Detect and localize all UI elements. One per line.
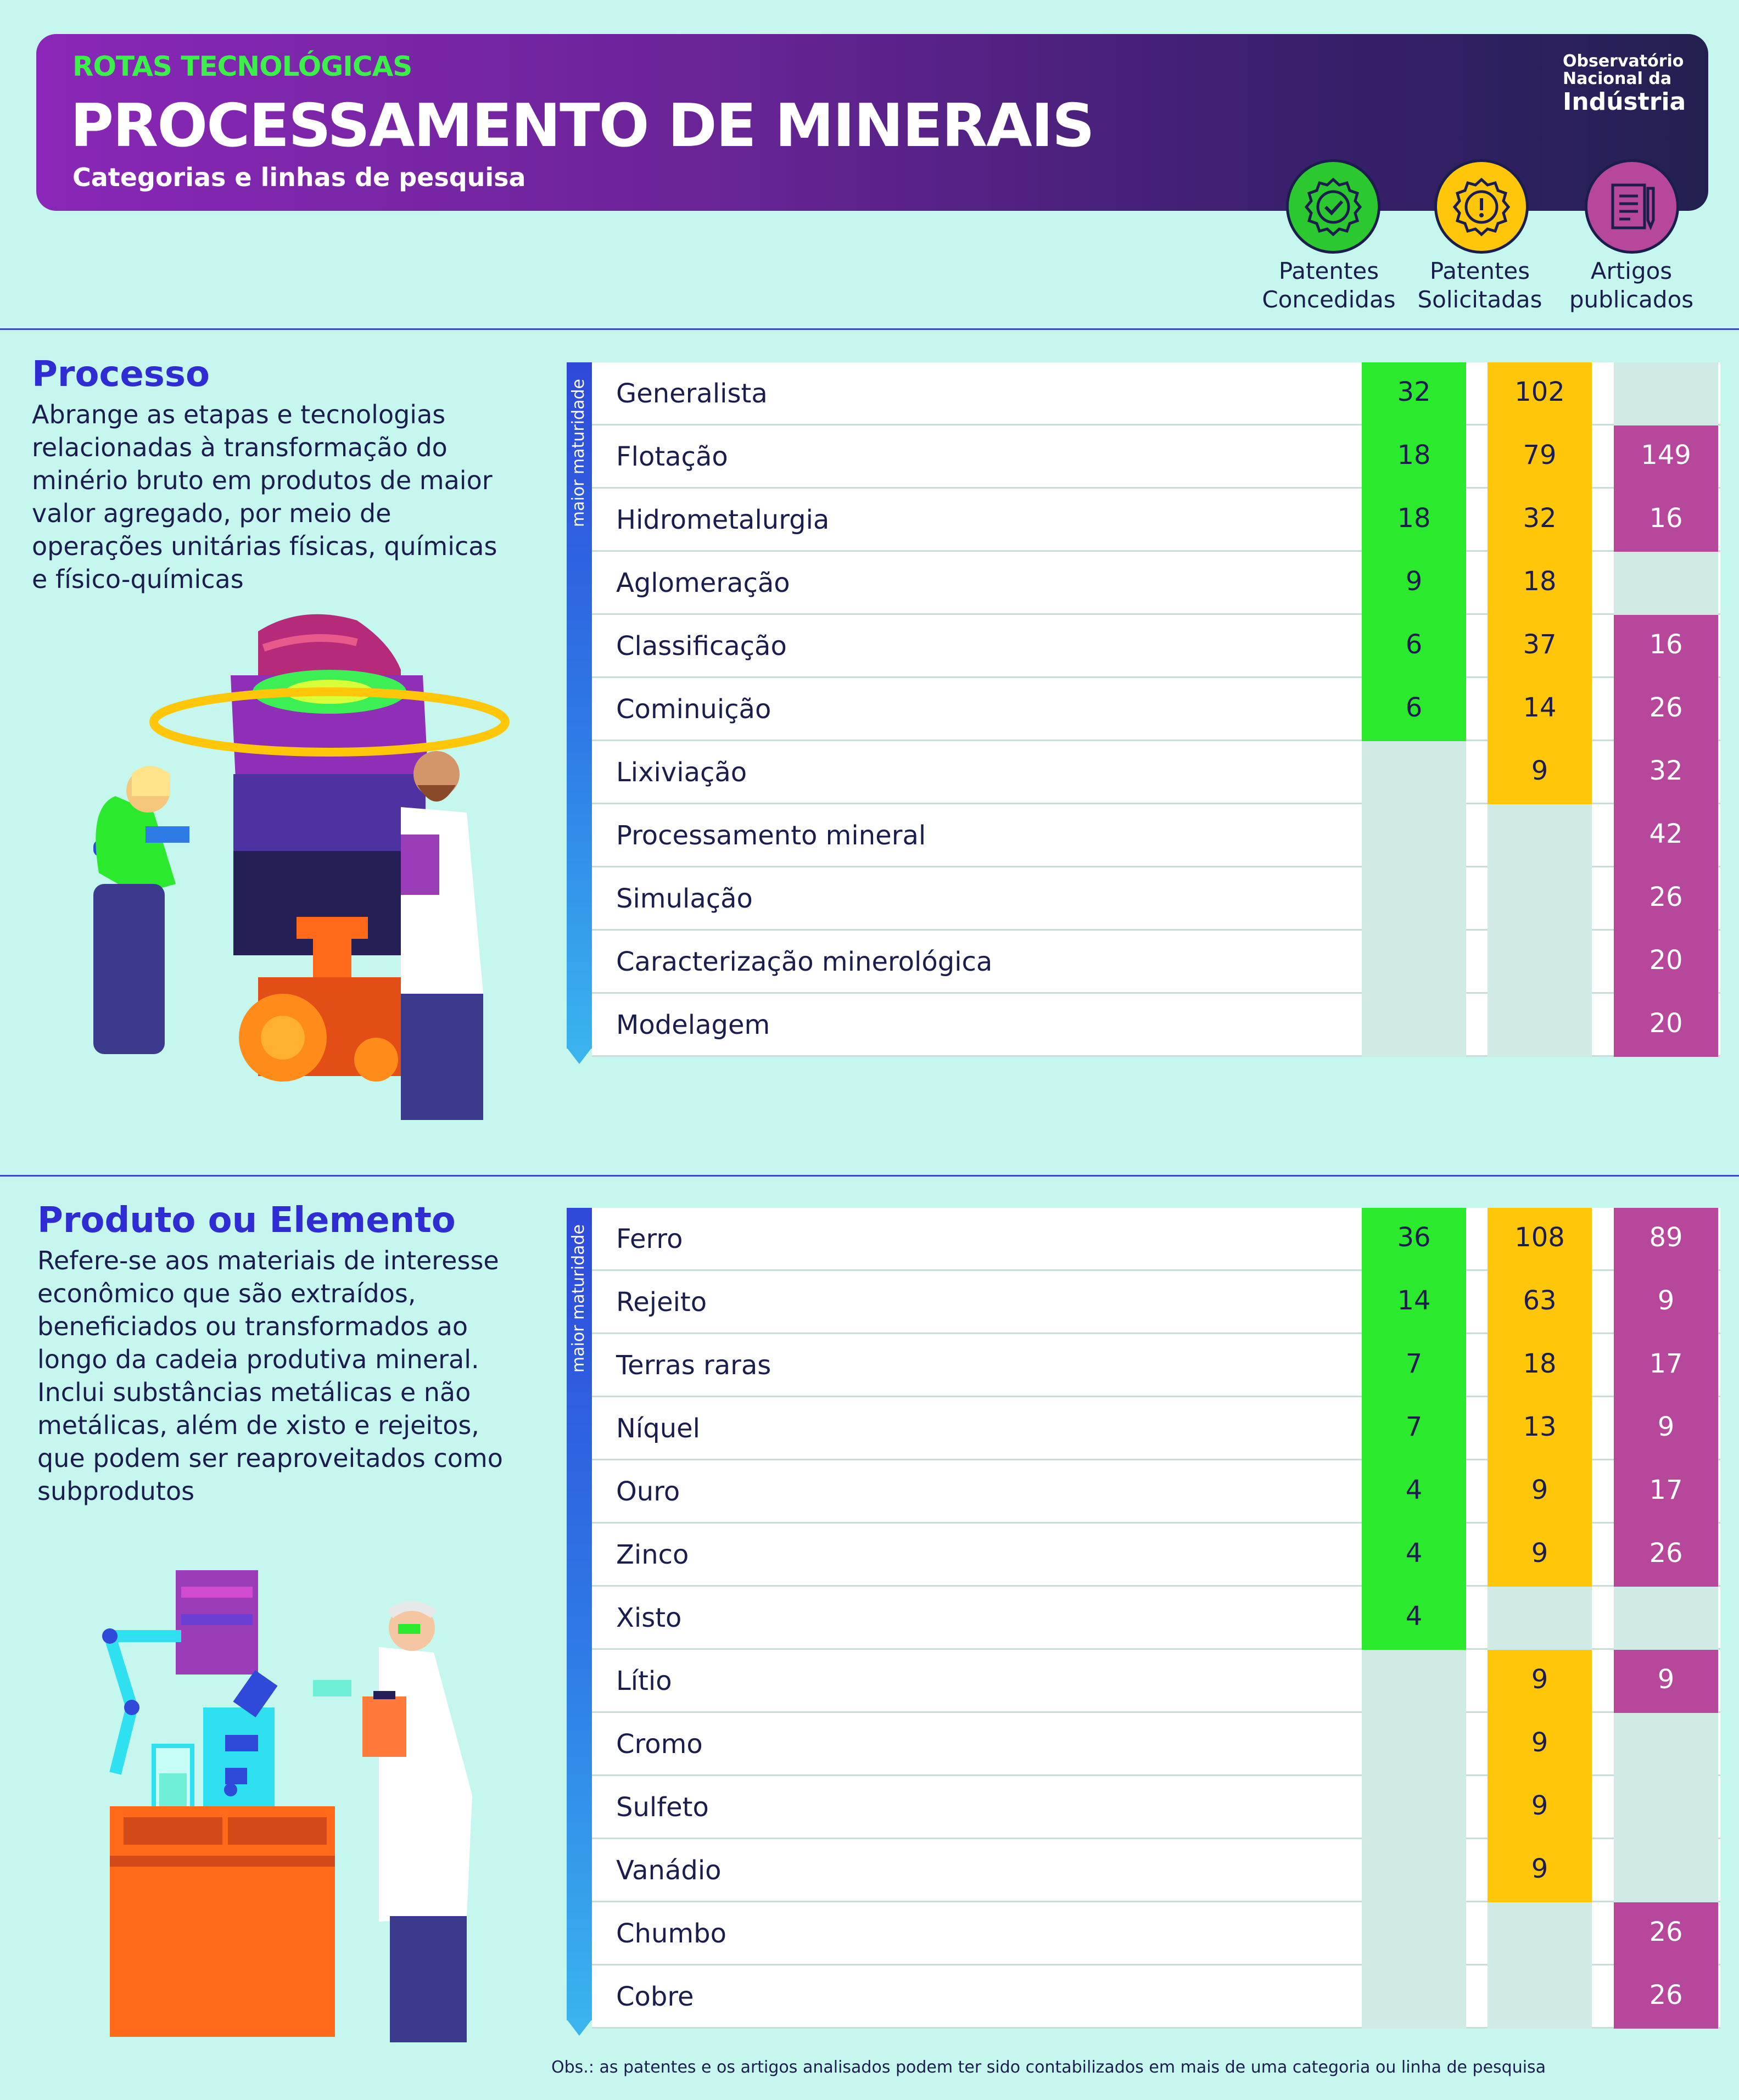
- articles-cell: 26: [1614, 1902, 1718, 1965]
- requested-cell: 13: [1488, 1397, 1592, 1460]
- footnote: Obs.: as patentes e os artigos analisados podem ter sido contabilizados em mais de uma categoria ou linha de pesquisa: [551, 2058, 1546, 2077]
- table-row: [592, 867, 1720, 931]
- granted-cell: 32: [1362, 362, 1466, 425]
- process-section-title: Processo: [32, 354, 210, 395]
- table-row: [592, 1334, 1720, 1397]
- granted-cell: [1362, 741, 1466, 804]
- requested-cell: 9: [1488, 741, 1592, 804]
- articles-cell: 16: [1614, 615, 1718, 678]
- granted-cell: 4: [1362, 1460, 1466, 1524]
- row-label: Xisto: [616, 1603, 682, 1633]
- table-row: [592, 931, 1720, 994]
- table-row: [592, 615, 1720, 678]
- table-row: [592, 1460, 1720, 1524]
- legend-requested-line1: Patentes: [1429, 257, 1530, 284]
- legend-articles-label: [1557, 257, 1706, 314]
- table-row: [592, 741, 1720, 804]
- row-label: Generalista: [616, 378, 768, 409]
- granted-cell: 6: [1362, 615, 1466, 678]
- granted-cell: [1362, 1776, 1466, 1839]
- row-label: Processamento mineral: [616, 820, 926, 851]
- table-row: [592, 1587, 1720, 1650]
- legend-granted-line2: Concedidas: [1262, 286, 1396, 313]
- process-table: [592, 362, 1720, 1057]
- table-row: [592, 1776, 1720, 1839]
- row-label: Classificação: [616, 631, 787, 662]
- row-label: Terras raras: [616, 1350, 771, 1381]
- header-kicker: ROTAS TECNOLÓGICAS: [72, 51, 412, 82]
- articles-cell: [1614, 1587, 1718, 1650]
- requested-cell: 102: [1488, 362, 1592, 425]
- requested-cell: 9: [1488, 1713, 1592, 1776]
- row-label: Lixiviação: [616, 757, 747, 788]
- requested-cell: 14: [1488, 678, 1592, 741]
- section-divider: [0, 328, 1739, 330]
- logo-line-2: Nacional da: [1563, 69, 1672, 88]
- granted-cell: 7: [1362, 1397, 1466, 1460]
- page-title: PROCESSAMENTO DE MINERAIS: [70, 92, 1094, 160]
- granted-cell: [1362, 931, 1466, 994]
- requested-cell: 9: [1488, 1524, 1592, 1587]
- articles-cell: 20: [1614, 931, 1718, 994]
- granted-cell: [1362, 994, 1466, 1057]
- row-label: Sulfeto: [616, 1792, 709, 1823]
- table-row: [592, 552, 1720, 615]
- table-row: [592, 1397, 1720, 1460]
- articles-cell: 17: [1614, 1460, 1718, 1524]
- maturity-arrowhead: [567, 1048, 592, 1064]
- row-label: Modelagem: [616, 1010, 770, 1040]
- articles-cell: 26: [1614, 1524, 1718, 1587]
- row-label: Lítio: [616, 1666, 672, 1696]
- maturity-axis-product: [567, 1208, 592, 2020]
- maturity-axis-label-2: maior maturidade: [569, 1224, 588, 1373]
- articles-cell: 32: [1614, 741, 1718, 804]
- granted-cell: 14: [1362, 1271, 1466, 1334]
- row-label: Simulação: [616, 883, 753, 914]
- table-row: [592, 1839, 1720, 1902]
- page-subtitle: Categorias e linhas de pesquisa: [72, 163, 526, 192]
- maturity-arrowhead-2: [567, 2019, 592, 2036]
- row-label: Aglomeração: [616, 568, 790, 598]
- row-label: Hidrometalurgia: [616, 505, 830, 535]
- requested-cell: [1488, 1965, 1592, 2029]
- articles-cell: [1614, 1713, 1718, 1776]
- row-label: Cromo: [616, 1729, 703, 1760]
- process-section-description: Abrange as etapas e tecnologias relacionadas à transformação do minério bruto em produtos de maior valor agregado, por meio de operações unitárias físicas, químicas e físico-químicas: [32, 400, 497, 594]
- requested-cell: 37: [1488, 615, 1592, 678]
- granted-cell: [1362, 1839, 1466, 1902]
- logo-line-1: Observatório: [1563, 52, 1684, 71]
- articles-cell: 26: [1614, 867, 1718, 931]
- articles-cell: 42: [1614, 804, 1718, 867]
- requested-cell: [1488, 867, 1592, 931]
- product-table: [592, 1208, 1720, 2029]
- table-row: [592, 1650, 1720, 1713]
- row-label: Flotação: [616, 441, 728, 472]
- articles-cell: 89: [1614, 1208, 1718, 1271]
- table-row: [592, 1902, 1720, 1965]
- legend-articles-line1: Artigos: [1590, 257, 1673, 284]
- granted-cell: 36: [1362, 1208, 1466, 1271]
- row-label: Caracterização minerológica: [616, 947, 993, 977]
- granted-cell: 4: [1362, 1587, 1466, 1650]
- requested-cell: 9: [1488, 1839, 1592, 1902]
- table-row: [592, 1713, 1720, 1776]
- table-row: [592, 489, 1720, 552]
- row-label: Zinco: [616, 1539, 689, 1570]
- legend-granted-line1: Patentes: [1278, 257, 1379, 284]
- legend-articles-line2: publicados: [1569, 286, 1694, 313]
- articles-cell: 9: [1614, 1397, 1718, 1460]
- articles-cell: 20: [1614, 994, 1718, 1057]
- table-row: [592, 994, 1720, 1057]
- requested-cell: [1488, 804, 1592, 867]
- articles-cell: [1614, 362, 1718, 425]
- granted-cell: 18: [1362, 489, 1466, 552]
- granted-cell: 9: [1362, 552, 1466, 615]
- product-illustration: [93, 1565, 533, 2042]
- table-row: [592, 1524, 1720, 1587]
- row-label: Ferro: [616, 1224, 683, 1255]
- granted-cell: [1362, 1965, 1466, 2029]
- logo-line-3: Indústria: [1563, 88, 1686, 116]
- row-label: Níquel: [616, 1413, 700, 1444]
- row-label: Cobre: [616, 1981, 694, 2012]
- award-alert-icon: [1434, 159, 1529, 254]
- requested-cell: 9: [1488, 1460, 1592, 1524]
- table-row: [592, 1271, 1720, 1334]
- row-label: Cominuição: [616, 694, 771, 725]
- table-row: [592, 678, 1720, 741]
- document-pen-icon: [1585, 159, 1679, 254]
- requested-cell: [1488, 931, 1592, 994]
- articles-cell: [1614, 1776, 1718, 1839]
- requested-cell: 18: [1488, 552, 1592, 615]
- table-row: [592, 1965, 1720, 2029]
- product-section-title: Produto ou Elemento: [37, 1200, 456, 1241]
- product-section-description: Refere-se aos materiais de interesse econômico que são extraídos, beneficiados ou transformados ao longo da cadeia produtiva mineral. Inclui substâncias metálicas e não metálicas, além de xisto e rejeitos, que podem ser reaproveitados como subprodutos: [37, 1246, 503, 1506]
- section-divider-2: [0, 1175, 1739, 1177]
- requested-cell: [1488, 994, 1592, 1057]
- granted-cell: [1362, 1902, 1466, 1965]
- granted-cell: [1362, 804, 1466, 867]
- requested-cell: [1488, 1587, 1592, 1650]
- requested-cell: 63: [1488, 1271, 1592, 1334]
- requested-cell: 32: [1488, 489, 1592, 552]
- award-check-icon: [1286, 159, 1380, 254]
- granted-cell: 4: [1362, 1524, 1466, 1587]
- row-label: Rejeito: [616, 1287, 707, 1318]
- articles-cell: [1614, 552, 1718, 615]
- articles-cell: 26: [1614, 678, 1718, 741]
- maturity-axis-label: maior maturidade: [569, 379, 588, 528]
- row-label: Vanádio: [616, 1855, 722, 1886]
- requested-cell: 18: [1488, 1334, 1592, 1397]
- table-row: [592, 1208, 1720, 1271]
- granted-cell: 6: [1362, 678, 1466, 741]
- row-label: Chumbo: [616, 1918, 726, 1949]
- articles-cell: 149: [1614, 425, 1718, 489]
- requested-cell: 9: [1488, 1776, 1592, 1839]
- articles-cell: 9: [1614, 1271, 1718, 1334]
- requested-cell: 79: [1488, 425, 1592, 489]
- maturity-axis-process: [567, 362, 592, 1049]
- granted-cell: 7: [1362, 1334, 1466, 1397]
- granted-cell: 18: [1362, 425, 1466, 489]
- table-row: [592, 362, 1720, 425]
- legend-requested-label: [1406, 257, 1554, 314]
- articles-cell: 9: [1614, 1650, 1718, 1713]
- process-illustration: [93, 609, 533, 1120]
- legend-requested-line2: Solicitadas: [1417, 286, 1542, 313]
- granted-cell: [1362, 1650, 1466, 1713]
- requested-cell: 9: [1488, 1650, 1592, 1713]
- articles-cell: 26: [1614, 1965, 1718, 2029]
- table-row: [592, 425, 1720, 489]
- articles-cell: [1614, 1839, 1718, 1902]
- granted-cell: [1362, 867, 1466, 931]
- row-label: Ouro: [616, 1476, 680, 1507]
- requested-cell: 108: [1488, 1208, 1592, 1271]
- articles-cell: 16: [1614, 489, 1718, 552]
- table-row: [592, 804, 1720, 867]
- requested-cell: [1488, 1902, 1592, 1965]
- observatorio-logo: [1563, 53, 1689, 116]
- legend-granted-label: [1255, 257, 1403, 314]
- articles-cell: 17: [1614, 1334, 1718, 1397]
- granted-cell: [1362, 1713, 1466, 1776]
